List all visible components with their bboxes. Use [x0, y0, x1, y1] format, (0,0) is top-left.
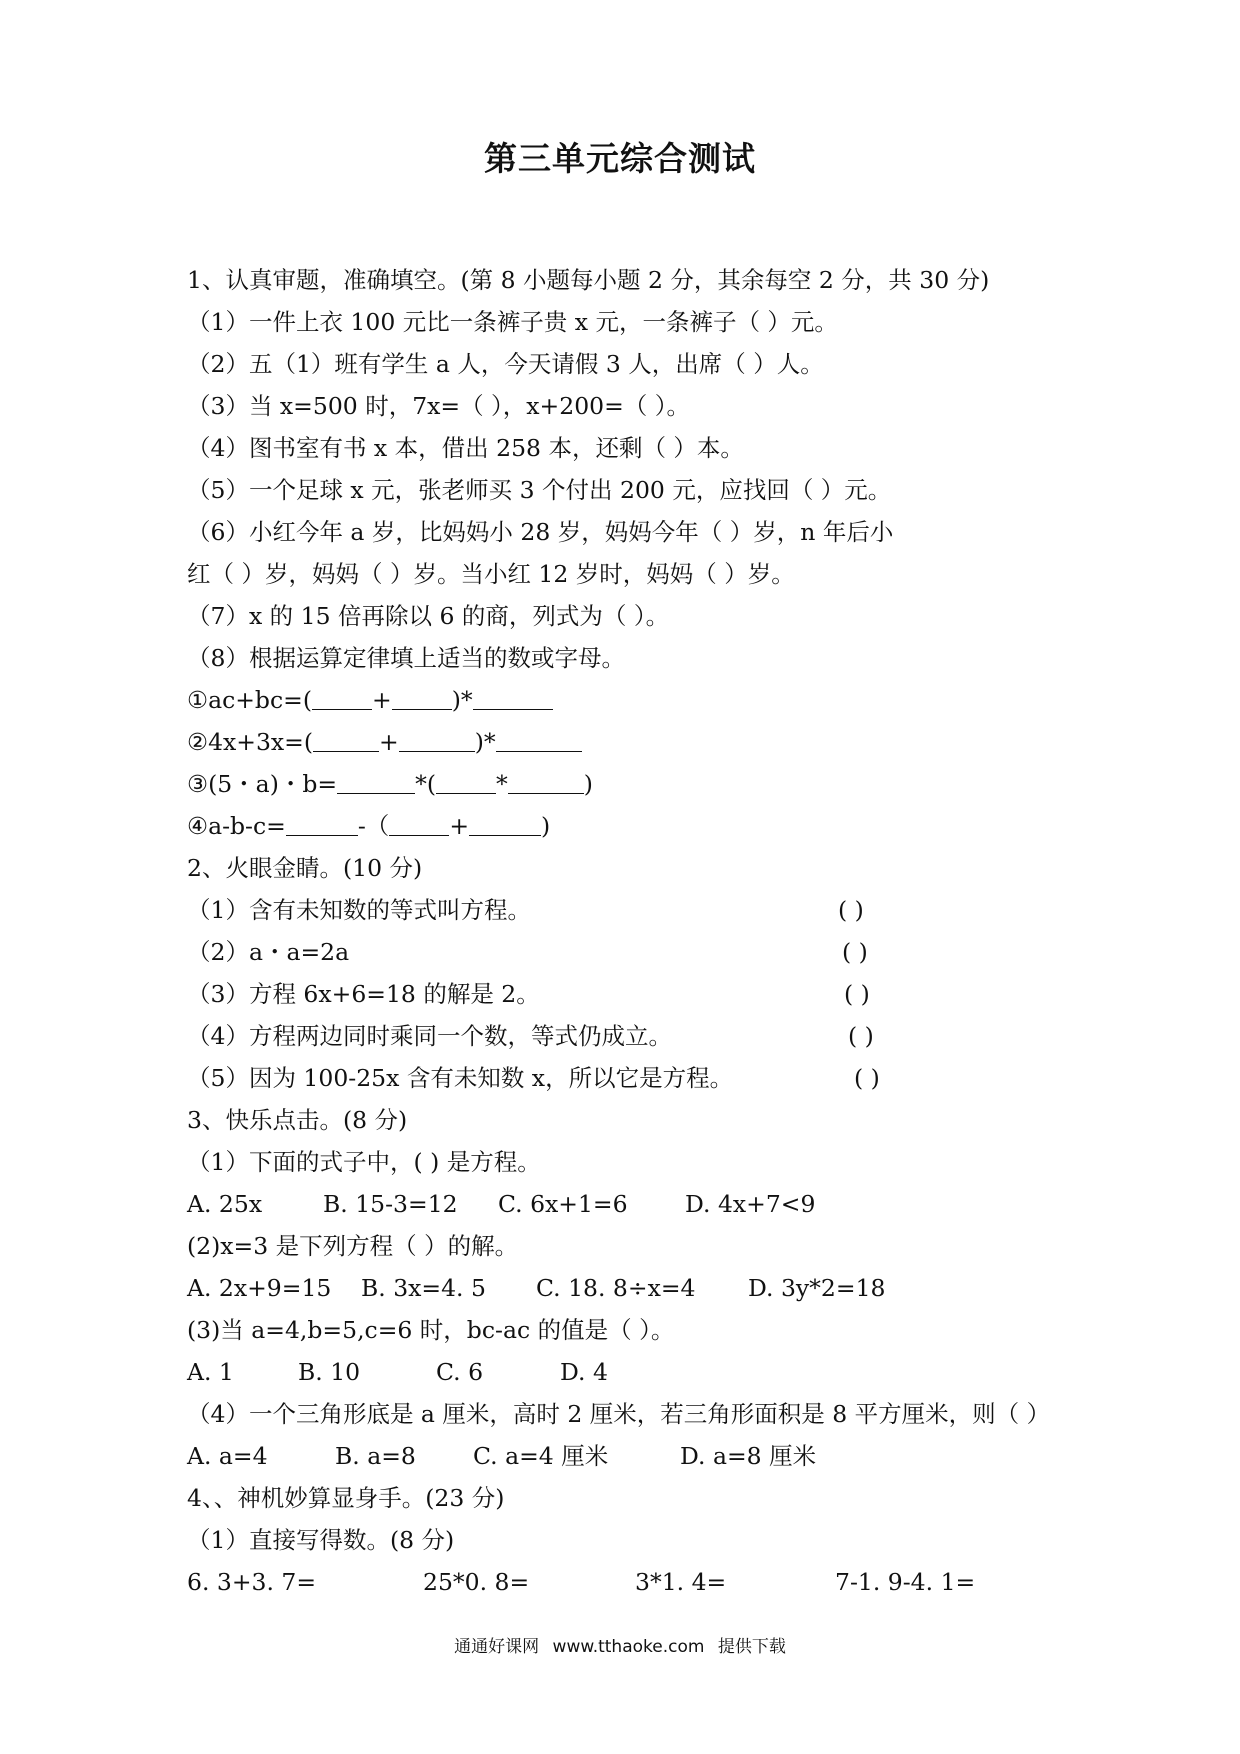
expression-2-times: )*: [474, 728, 496, 756]
expression-4-end: ): [541, 812, 551, 840]
section4-sub1: （1）直接写得数。(8 分): [187, 1526, 455, 1554]
section1-q2: （2）五（1）班有学生 a 人，今天请假 3 人，出席（ ）人。: [187, 350, 824, 378]
choice-q2: (2)x=3 是下列方程（ ）的解。: [187, 1232, 519, 1260]
judge-answer-2[interactable]: ( ): [842, 938, 868, 966]
section1-q6a: （6）小红今年 a 岁，比妈妈小 28 岁，妈妈今年（ ）岁，n 年后小: [187, 518, 894, 546]
blank[interactable]: [312, 685, 372, 710]
choice-q1-option-d[interactable]: D. 4x+7<9: [685, 1190, 816, 1218]
blank[interactable]: [286, 811, 358, 836]
blank[interactable]: [392, 685, 452, 710]
section1-q3: （3）当 x=500 时，7x=（ ），x+200=（ ）。: [187, 392, 691, 420]
footer-site-name: 通通好课网: [454, 1637, 540, 1657]
section1-q4: （4）图书室有书 x 本，借出 258 本，还剩（ ）本。: [187, 434, 744, 462]
blank[interactable]: [389, 811, 449, 836]
expression-3: [187, 767, 593, 801]
choice-q1-option-b[interactable]: B. 15-3=12: [323, 1190, 458, 1218]
page-footer: [0, 1632, 1240, 1657]
judge-item-2: （2）a・a=2a: [187, 938, 350, 966]
choice-q3-option-a[interactable]: A. 1: [187, 1358, 234, 1386]
section1-q6b: 红（ ）岁，妈妈（ ）岁。当小红 12 岁时，妈妈（ ）岁。: [187, 560, 795, 588]
choice-q4-option-c[interactable]: C. a=4 厘米: [473, 1442, 609, 1470]
expression-4-start: ④a-b-c=: [187, 812, 286, 840]
blank[interactable]: [496, 727, 582, 752]
choice-q2-option-b[interactable]: B. 3x=4. 5: [361, 1274, 486, 1302]
expression-4-plus: +: [449, 812, 470, 840]
judge-item-5: （5）因为 100-25x 含有未知数 x，所以它是方程。: [187, 1064, 734, 1092]
choice-q4: （4）一个三角形底是 a 厘米，高时 2 厘米，若三角形面积是 8 平方厘米，则（ ）: [187, 1400, 1051, 1428]
expression-3-times2: *: [496, 770, 508, 798]
choice-q1-option-a[interactable]: A. 25x: [187, 1190, 263, 1218]
section1-q7: （7）x 的 15 倍再除以 6 的商，列式为（ ）。: [187, 602, 670, 630]
page-title: 第三单元综合测试: [484, 139, 756, 178]
judge-answer-4[interactable]: ( ): [848, 1022, 874, 1050]
judge-answer-5[interactable]: ( ): [854, 1064, 880, 1092]
section1-q5: （5）一个足球 x 元，张老师买 3 个付出 200 元，应找回（ ）元。: [187, 476, 892, 504]
expression-2-plus: +: [379, 728, 399, 756]
expression-1-plus: +: [372, 686, 392, 714]
footer-url[interactable]: www.tthaoke.com: [552, 1637, 705, 1657]
choice-q2-option-c[interactable]: C. 18. 8÷x=4: [536, 1274, 696, 1302]
section2-heading: 2、火眼金睛。(10 分): [187, 854, 423, 882]
choice-q3-option-d[interactable]: D. 4: [560, 1358, 608, 1386]
choice-q4-option-a[interactable]: A. a=4: [187, 1442, 268, 1470]
expression-1: [187, 683, 553, 717]
section3-heading: 3、快乐点击。(8 分): [187, 1106, 408, 1134]
judge-answer-1[interactable]: ( ): [838, 896, 864, 924]
expression-4-minus: -（: [357, 812, 390, 840]
blank[interactable]: [469, 811, 541, 836]
blank[interactable]: [473, 685, 553, 710]
section1-q8: （8）根据运算定律填上适当的数或字母。: [187, 644, 625, 672]
choice-q2-option-d[interactable]: D. 3y*2=18: [748, 1274, 886, 1302]
judge-item-3: （3）方程 6x+6=18 的解是 2。: [187, 980, 540, 1008]
choice-q3: (3)当 a=4,b=5,c=6 时，bc-ac 的值是（ ）。: [187, 1316, 675, 1344]
blank[interactable]: [399, 727, 475, 752]
choice-q2-option-a[interactable]: A. 2x+9=15: [187, 1274, 332, 1302]
expression-3-end: ): [583, 770, 593, 798]
section4-heading: 4、、神机妙算显身手。(23 分): [187, 1484, 505, 1512]
expression-2-start: ②4x+3x=(: [187, 728, 314, 756]
expression-3-times: *(: [415, 770, 437, 798]
expression-1-times: )*: [451, 686, 473, 714]
choice-q1: （1）下面的式子中，( ) 是方程。: [187, 1148, 541, 1176]
expression-2: [187, 725, 582, 759]
choice-q3-option-c[interactable]: C. 6: [436, 1358, 484, 1386]
section1-q1: （1）一件上衣 100 元比一条裤子贵 x 元，一条裤子（ ）元。: [187, 308, 838, 336]
blank[interactable]: [313, 727, 379, 752]
judge-item-1: （1）含有未知数的等式叫方程。: [187, 896, 531, 924]
choice-q1-option-c[interactable]: C. 6x+1=6: [498, 1190, 628, 1218]
calc-item-3: 3*1. 4=: [635, 1568, 727, 1596]
choice-q3-option-b[interactable]: B. 10: [298, 1358, 361, 1386]
expression-1-start: ①ac+bc=(: [187, 686, 312, 714]
blank[interactable]: [436, 769, 496, 794]
blank[interactable]: [508, 769, 584, 794]
footer-suffix: 提供下载: [717, 1637, 786, 1657]
judge-item-4: （4）方程两边同时乘同一个数，等式仍成立。: [187, 1022, 672, 1050]
expression-3-start: ③(5・a)・b=: [187, 770, 338, 798]
calc-item-4: 7-1. 9-4. 1=: [835, 1568, 976, 1596]
choice-q4-option-b[interactable]: B. a=8: [335, 1442, 416, 1470]
judge-answer-3[interactable]: ( ): [844, 980, 870, 1008]
blank[interactable]: [337, 769, 415, 794]
calc-item-1: 6. 3+3. 7=: [187, 1568, 317, 1596]
calc-item-2: 25*0. 8=: [423, 1568, 530, 1596]
section1-heading: 1、认真审题，准确填空。(第 8 小题每小题 2 分，其余每空 2 分，共 30 分): [187, 266, 990, 294]
choice-q4-option-d[interactable]: D. a=8 厘米: [680, 1442, 817, 1470]
expression-4: [187, 809, 550, 843]
